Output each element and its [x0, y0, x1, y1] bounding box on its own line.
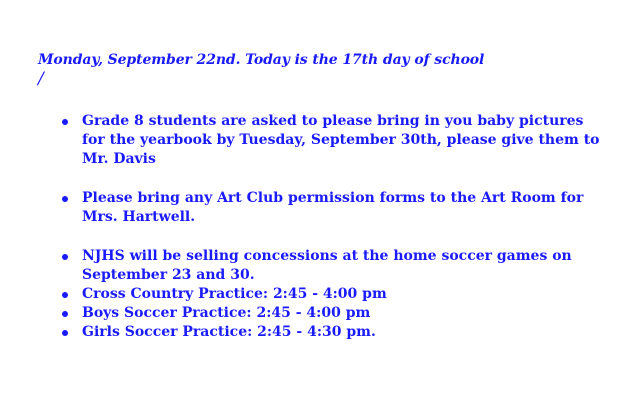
- bullet-icon: [62, 196, 68, 202]
- bullet-icon: [62, 292, 68, 298]
- announcement-text: Cross Country Practice: 2:45 - 4:00 pm: [82, 286, 387, 302]
- announcement-item: [60, 112, 600, 169]
- bullet-icon: [62, 254, 68, 260]
- page-heading: Monday, September 22nd. Today is the 17th day of school: [38, 52, 485, 68]
- announcement-text: NJHS will be selling concessions at the home soccer games on September 23 and 30.: [82, 248, 572, 283]
- bullet-icon: [62, 119, 68, 125]
- announcement-text: Please bring any Art Club permission forms to the Art Room for Mrs. Hartwell.: [82, 190, 584, 225]
- text-cursor-mark: /: [38, 69, 44, 89]
- announcement-item: [60, 304, 600, 323]
- announcement-list: [60, 112, 600, 342]
- announcement-text: Girls Soccer Practice: 2:45 - 4:30 pm.: [82, 324, 376, 340]
- announcement-text: Boys Soccer Practice: 2:45 - 4:00 pm: [82, 305, 371, 321]
- announcement-text: Grade 8 students are asked to please bring in you baby pictures for the yearbook by Tuesday, September 30th, please give them to Mr. Davis: [82, 113, 600, 167]
- bullet-icon: [62, 311, 68, 317]
- bullet-icon: [62, 330, 68, 336]
- announcement-item: [60, 323, 600, 342]
- announcement-item: [60, 247, 600, 285]
- announcement-item: [60, 285, 600, 304]
- announcement-item: [60, 189, 600, 227]
